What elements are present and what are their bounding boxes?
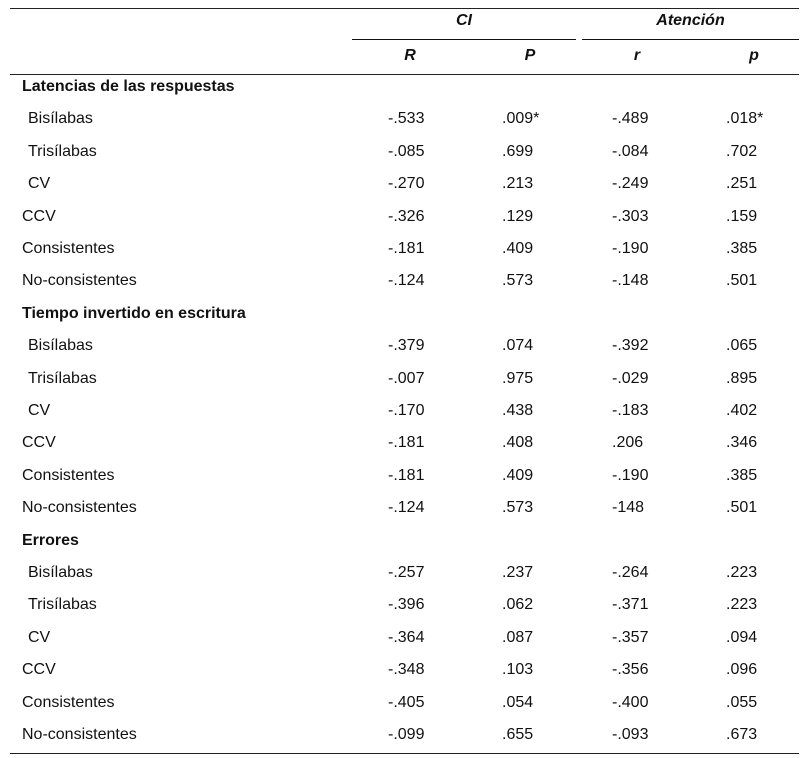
value-cell: .655	[502, 726, 534, 743]
section-title: Errores	[22, 531, 79, 549]
value-cell: .501	[726, 499, 758, 517]
value-cell: -.392	[612, 337, 649, 355]
value-cell: .673	[726, 726, 758, 743]
value-cell: .385	[726, 466, 758, 484]
group-header-ci: CI	[456, 12, 472, 29]
row-label: No-consistentes	[22, 272, 137, 290]
value-cell: .065	[726, 337, 758, 355]
value-cell: -.181	[388, 240, 425, 257]
value-cell: -.326	[388, 207, 425, 225]
value-cell: .223	[726, 564, 758, 581]
value-cell: -.348	[388, 661, 425, 679]
value-cell: .009*	[502, 110, 540, 128]
group-header-atencion: Atención	[656, 12, 725, 29]
value-cell: -.379	[388, 337, 425, 355]
value-cell: .103	[502, 661, 534, 679]
value-cell: .054	[502, 693, 534, 711]
value-cell: -.264	[612, 564, 649, 581]
value-cell: -148	[612, 499, 645, 517]
value-cell: .206	[612, 434, 644, 452]
value-cell: -.400	[612, 693, 649, 711]
row-label: Bisílabas	[28, 110, 93, 128]
value-cell: .975	[502, 369, 534, 387]
value-cell: -.190	[612, 466, 649, 484]
value-cell: .129	[502, 207, 534, 225]
row-label: CV	[28, 175, 51, 193]
value-cell: .018*	[726, 110, 764, 128]
value-cell: -.303	[612, 207, 649, 225]
value-cell: -.533	[388, 110, 425, 128]
value-cell: .237	[502, 564, 534, 581]
col-header-r-atencion: r	[633, 47, 641, 64]
header-rule	[10, 74, 799, 75]
col-header-r-ci: R	[404, 47, 416, 64]
value-cell: -.124	[388, 499, 425, 517]
value-cell: .087	[502, 628, 534, 646]
value-cell: .408	[502, 434, 534, 452]
row-label: Bisílabas	[28, 337, 93, 355]
row-label: Trisílabas	[28, 142, 97, 160]
value-cell: -.270	[388, 175, 425, 193]
value-cell: -.364	[388, 628, 425, 646]
row-label: Trisílabas	[28, 596, 97, 614]
row-label: No-consistentes	[22, 726, 137, 743]
value-cell: .895	[726, 369, 758, 387]
value-cell: .346	[726, 434, 758, 452]
value-cell: -.029	[612, 369, 649, 387]
value-cell: .402	[726, 402, 758, 419]
value-cell: -.181	[388, 434, 425, 452]
row-label: No-consistentes	[22, 499, 137, 517]
row-label: CCV	[22, 434, 56, 452]
value-cell: -.170	[388, 402, 425, 419]
value-cell: -.085	[388, 142, 425, 160]
value-cell: .409	[502, 240, 534, 257]
value-cell: -.356	[612, 661, 649, 679]
value-cell: -.124	[388, 272, 425, 290]
row-label: Trisílabas	[28, 369, 97, 387]
value-cell: -.190	[612, 240, 649, 257]
value-cell: .074	[502, 337, 534, 355]
col-header-p-atencion: p	[749, 47, 759, 64]
value-cell: -.371	[612, 596, 649, 614]
value-cell: -.007	[388, 369, 425, 387]
value-cell: .385	[726, 240, 758, 257]
value-cell: .055	[726, 693, 758, 711]
row-label: Bisílabas	[28, 564, 93, 581]
value-cell: -.405	[388, 693, 425, 711]
value-cell: -.099	[388, 726, 425, 743]
row-label: Consistentes	[22, 466, 115, 484]
value-cell: .409	[502, 466, 534, 484]
value-cell: .251	[726, 175, 758, 193]
row-label: Consistentes	[22, 693, 115, 711]
value-cell: .573	[502, 499, 534, 517]
row-label: CCV	[22, 661, 56, 679]
bottom-rule	[10, 753, 799, 754]
top-rule	[10, 8, 799, 9]
value-cell: -.396	[388, 596, 425, 614]
value-cell: .702	[726, 142, 758, 160]
col-header-p-ci: P	[524, 47, 536, 64]
ci-group-rule	[352, 39, 576, 40]
section-title: Tiempo invertido en escritura	[22, 304, 246, 322]
section-title: Latencias de las respuestas	[22, 78, 235, 95]
row-label: Consistentes	[22, 240, 115, 257]
value-cell: -.249	[612, 175, 649, 193]
value-cell: .213	[502, 175, 534, 193]
value-cell: -.489	[612, 110, 649, 128]
value-cell: .438	[502, 402, 534, 419]
row-label: CV	[28, 402, 51, 419]
value-cell: -.148	[612, 272, 649, 290]
value-cell: -.357	[612, 628, 649, 646]
value-cell: .573	[502, 272, 534, 290]
row-label: CCV	[22, 207, 56, 225]
value-cell: .062	[502, 596, 534, 614]
value-cell: -.181	[388, 466, 425, 484]
value-cell: -.257	[388, 564, 425, 581]
value-cell: .223	[726, 596, 758, 614]
value-cell: -.084	[612, 142, 649, 160]
value-cell: .501	[726, 272, 758, 290]
value-cell: .096	[726, 661, 758, 679]
value-cell: .159	[726, 207, 758, 225]
value-cell: -.093	[612, 726, 649, 743]
value-cell: .699	[502, 142, 534, 160]
value-cell: .094	[726, 628, 758, 646]
row-label: CV	[28, 628, 51, 646]
value-cell: -.183	[612, 402, 649, 419]
atencion-group-rule	[582, 39, 799, 40]
